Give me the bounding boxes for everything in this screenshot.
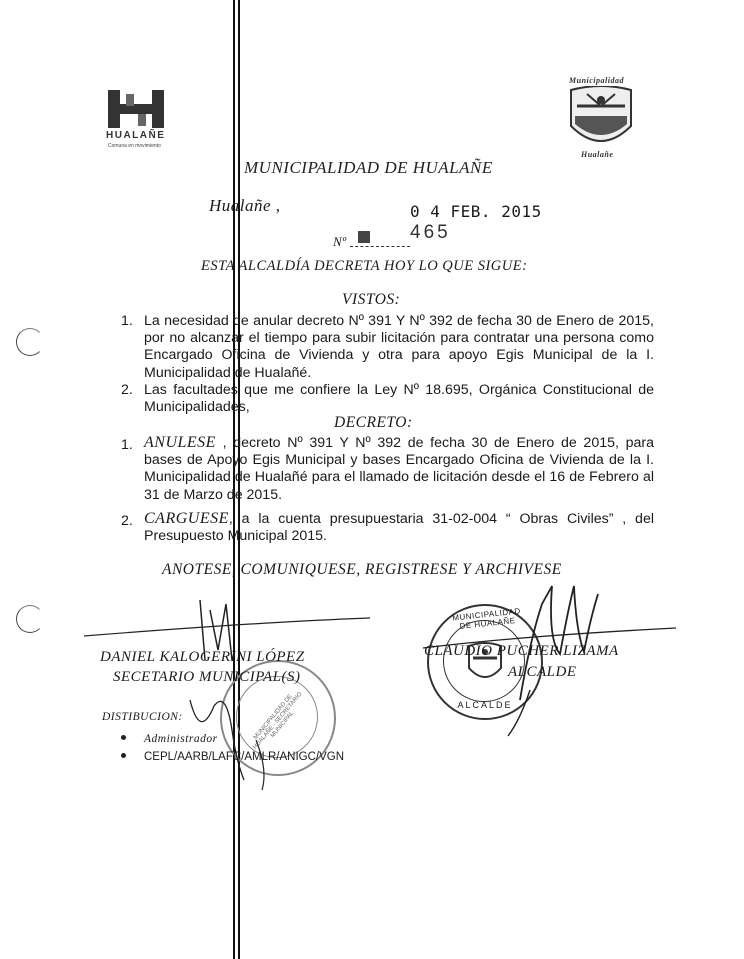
mayor-name: CLAUDIO PUCHER LIZAMA [424,643,619,659]
crest-top-label: Municipalidad [569,76,624,85]
hualane-logo-mark [104,90,168,130]
vistos-item-2: 2. Las facultades que me confiere la Ley Nº 18.695, Orgánica Constitucional de Municipalidades, [121,382,654,416]
decreto-heading: DECRETO: [334,414,413,431]
crest-shield-icon [565,86,637,150]
mayor-title: ALCALDE [508,664,577,680]
decreto-keyword-carguese: CARGUESE [144,510,229,527]
punch-hole-bottom [16,605,44,633]
date-stamp: 0 4 FEB. 2015 [410,202,542,221]
page-title: MUNICIPALIDAD DE HUALAÑE [244,158,493,177]
mayor-seal-stamp [427,604,543,720]
decree-number-underline [350,246,410,247]
decreto-list [121,434,654,546]
decree-intro: ESTA ALCALDÍA DECRETA HOY LO QUE SIGUE: [201,258,528,274]
distribution-item: CEPL/AARB/LAFC/AMLR/ANIGC/VGN [121,747,421,765]
place-text: Hualañe , [209,196,281,215]
decreto-item-1: 1. ANULESE , decreto Nº 391 Y Nº 392 de fecha 30 de Enero de 2015, para bases de Apoyo Egis Municipal y bases Encargado Oficina de Vivienda de la I. Municipalidad de Hualañé para el llamado de licitación desde el 16 de Febrero al 31 de Marzo de 2015. [121,434,654,503]
seal-top-text: MUNICIPALIDAD DE HUALAÑE [451,606,522,631]
secretary-name: DANIEL KALOGERINI LÓPEZ [100,649,305,665]
vistos-item-1: 1. La necesidad de anular decreto Nº 391 Y Nº 392 de fecha 30 de Enero de 2015, por no alcanzar el tiempo para subir licitación para contratar una persona como Encargado Oficina de Vivienda y otra para apoyo Egis Municipal de la I. Municipalidad de Hualañé. [121,313,654,381]
decree-number-label: Nº [333,234,347,249]
seal-bottom-text: ALCALDE [457,700,513,710]
decree-number-stamp-mark [358,231,370,243]
distribution-item: Administrador [121,729,421,747]
vistos-heading: VISTOS: [342,291,401,308]
logo-brand: HUALAÑE [106,130,166,141]
decree-number: 465 [410,222,451,243]
logo-tagline: Comuna en movimiento [108,143,161,149]
secretary-title: SECETARIO MUNICIPAL(S) [113,669,301,685]
distribution-heading: DISTIBUCION: [102,711,183,723]
decreto-keyword-anulese: ANULESE [144,434,216,451]
secretary-seal-text: MUNICIPALIDAD DE HUALAÑE · SECRETARIO MUNICIPAL [252,691,304,751]
distribution-list [121,729,421,765]
hualane-logo [104,90,168,152]
vistos-list [121,313,654,418]
closing-formula: ANOTESE, COMUNIQUESE, REGISTRESE Y ARCHIVESE [162,561,562,578]
crest-bottom-label: Hualañe [581,150,614,159]
decreto-item-2: 2. CARGUESE, a la cuenta presupuestaria 31-02-004 “ Obras Civiles” , del Presupuesto Municipal 2015. [121,510,654,545]
punch-hole-top [16,328,44,356]
municipal-crest [565,76,637,160]
